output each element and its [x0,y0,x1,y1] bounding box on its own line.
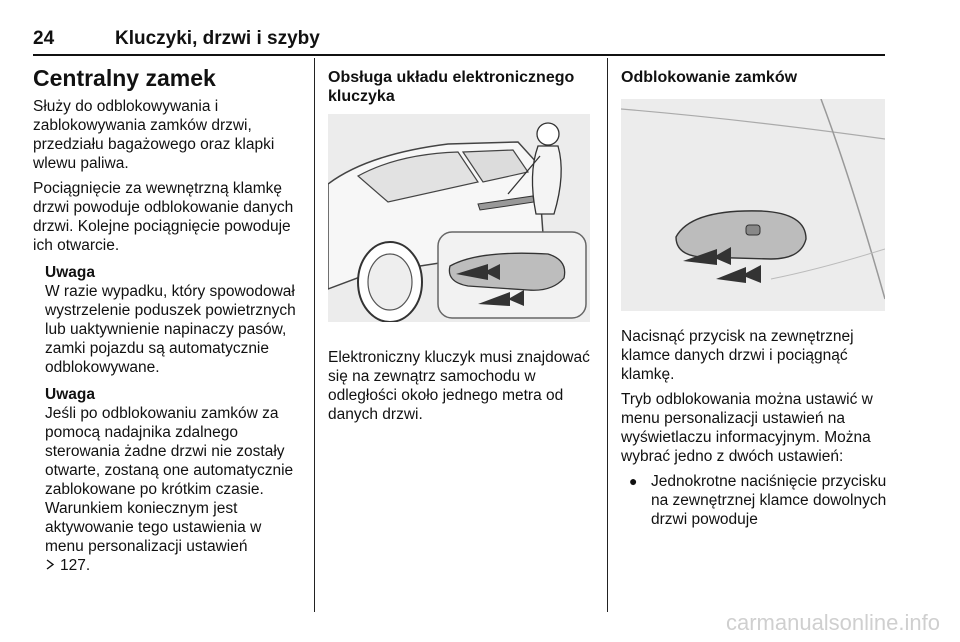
watermark: carmanualsonline.info [725,610,940,635]
paragraph: Nacisnąć przycisk na zewnętrznej klamce danych drzwi i pociągnąć klamkę. [621,328,854,383]
page-header [33,24,885,56]
column-central-locking [33,56,303,575]
note-box [45,385,303,575]
column-divider [607,58,608,612]
section-title: Obsługa układu elektronicznego kluczyka [328,69,575,105]
paragraph: Elektroniczny kluczyk musi znajdować się na zewnątrz samochodu w odległości około jednego metra od danych drzwi. [328,349,590,423]
car-door-handle-illustration [328,114,590,322]
paragraph: Tryb odblokowania można ustawić w menu personalizacji ustawień na wyświetlaczu informacyjnym. Można wybrać jedno z dwóch ustawień: [621,391,873,465]
section-title: Odblokowanie zamków [621,69,798,86]
paragraph: Pociągnięcie za wewnętrzną klamkę drzwi powoduje odblokowanie danych drzwi. Kolejne pociągnięcie powoduje ich otwarcie. [33,180,294,254]
note-heading: Uwaga [45,264,95,281]
note-body: Jeśli po odblokowaniu zamków za pomocą nadajnika zdalnego sterowania żadne drzwi nie zostały otwarte, zostaną one automatycznie zablokowane po krótkim czasie. Warunkiem koniecznym jest aktywowanie tego ustawienia w menu personalizacji ustawień [45,405,294,555]
column-divider [314,58,315,612]
note-box [45,263,303,377]
list-item [629,472,889,529]
column-electronic-key [328,56,596,430]
door-handle-button-illustration [621,99,885,311]
page-number: 24 [33,28,55,49]
page-reference-link[interactable]: 127. [60,557,91,574]
running-title: Kluczyki, drzwi i szyby [115,28,320,49]
list-item-text: Jednokrotne naciśnięcie przycisku na zewnętrznej klamce dowolnych drzwi powoduje [651,473,887,528]
note-text [45,404,303,575]
section-title: Centralny zamek [33,65,216,91]
note-heading: Uwaga [45,386,95,403]
column-unlocking [621,56,889,529]
paragraph: Służy do odblokowywania i zablokowywania zamków drzwi, przedziału bagażowego oraz klapki wlewu paliwa. [33,98,275,172]
page-reference-icon[interactable] [45,556,56,575]
bullet-icon: ● [629,473,638,489]
note-text: W razie wypadku, który spowodował wystrzelenie poduszek powietrznych lub uaktywnienie napinaczy pasów, zamki pojazdu są automatycznie odblokowywane. [45,283,296,376]
